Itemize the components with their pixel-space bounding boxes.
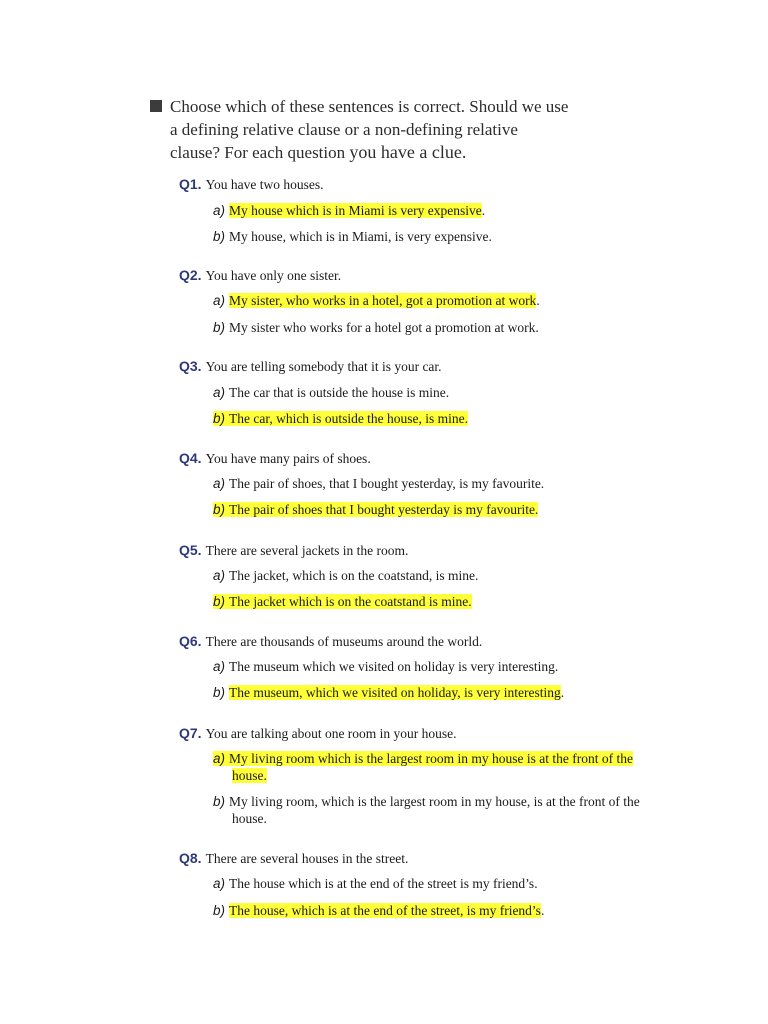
question-clue: There are several houses in the street. (205, 851, 409, 866)
option-a (213, 384, 663, 401)
option-a (213, 202, 663, 219)
question-header (179, 541, 408, 561)
option-b (213, 902, 663, 919)
option-letter: a) (213, 203, 226, 218)
question-header (179, 357, 442, 377)
option-tail: . (540, 903, 545, 918)
option-letter: b) (213, 794, 226, 809)
option-text: The car that is outside the house is mine. (229, 385, 450, 400)
instructions-line-1: Choose which of these sentences is correct. Should we use (170, 97, 569, 116)
option-b (213, 793, 663, 827)
question-header (179, 632, 482, 652)
question-header (179, 175, 323, 195)
option-text: The house which is at the end of the street is my friend’s. (229, 876, 538, 891)
option-text: The pair of shoes that I bought yesterday is my favourite. (229, 502, 539, 517)
option-b (213, 684, 663, 701)
option-a (213, 658, 663, 675)
option-letter: b) (213, 903, 226, 918)
option-tail: . (536, 293, 540, 308)
option-text: The jacket, which is on the coatstand, is mine. (229, 568, 479, 583)
question-number: Q8. (179, 850, 202, 866)
option-b (213, 501, 663, 518)
option-text: The museum, which we visited on holiday, is very interesting (229, 685, 561, 700)
instructions-line-3 (150, 141, 620, 165)
option-text: My sister who works for a hotel got a promotion at work. (229, 320, 539, 335)
option-text: My living room which is the largest room in my house is at the front of the (229, 751, 633, 766)
question-clue: There are several jackets in the room. (205, 543, 409, 558)
option-letter: a) (213, 476, 226, 491)
option-text: My living room, which is the largest room in my house, is at the front of the (229, 794, 640, 809)
question-clue: You have only one sister. (205, 268, 342, 283)
option-text: The pair of shoes, that I bought yesterday, is my favourite. (229, 476, 545, 491)
question-number: Q2. (179, 267, 202, 283)
option-letter: a) (213, 876, 226, 891)
option-letter: a) (213, 751, 226, 766)
option-tail: . (560, 685, 565, 700)
option-b (213, 410, 663, 427)
instructions-line-2: a defining relative clause or a non-defining relative (170, 119, 518, 139)
question-clue: There are thousands of museums around the world. (205, 634, 483, 649)
option-a (213, 875, 663, 892)
question-clue: You have many pairs of shoes. (205, 451, 371, 466)
option-letter: b) (213, 320, 226, 335)
instructions (150, 96, 620, 165)
option-text: My house, which is in Miami, is very expensive. (229, 229, 492, 244)
question-number: Q4. (179, 450, 202, 466)
option-text: The jacket which is on the coatstand is mine. (229, 594, 472, 609)
question-number: Q3. (179, 358, 202, 374)
option-letter: a) (213, 385, 226, 400)
option-text: The house, which is at the end of the street, is my friend’s (229, 903, 541, 918)
option-b (213, 593, 663, 610)
option-a (213, 567, 663, 584)
option-text: The museum which we visited on holiday is very interesting. (229, 659, 559, 674)
square-bullet-icon (150, 100, 162, 112)
question-header (179, 724, 457, 744)
option-b (213, 319, 663, 336)
option-text-continued: house. (232, 811, 267, 826)
question-number: Q6. (179, 633, 202, 649)
question-header (179, 266, 341, 286)
option-letter: a) (213, 568, 226, 583)
option-letter: b) (213, 411, 226, 426)
option-a (213, 475, 663, 492)
option-letter: b) (213, 229, 226, 244)
option-letter: b) (213, 685, 226, 700)
option-text: My sister, who works in a hotel, got a promotion at work (229, 293, 537, 308)
instructions-line-3-start: clause? For each question (170, 143, 350, 162)
question-number: Q7. (179, 725, 202, 741)
option-text-continued: house. (232, 768, 267, 783)
option-text: My house which is in Miami is very expensive (229, 203, 482, 218)
question-clue: You have two houses. (205, 177, 324, 192)
instructions-line-3-end: you have a clue. (349, 142, 467, 162)
option-letter: a) (213, 659, 226, 674)
question-number: Q5. (179, 542, 202, 558)
option-letter: b) (213, 502, 226, 517)
option-letter: b) (213, 594, 226, 609)
question-header (179, 449, 371, 469)
option-text: The car, which is outside the house, is mine. (229, 411, 469, 426)
option-a (213, 292, 663, 309)
option-a (213, 750, 663, 784)
question-header (179, 849, 408, 869)
option-b (213, 228, 663, 245)
question-clue: You are telling somebody that it is your car. (205, 359, 442, 374)
option-tail: . (481, 203, 486, 218)
question-clue: You are talking about one room in your house. (205, 726, 457, 741)
question-number: Q1. (179, 176, 202, 192)
option-letter: a) (213, 293, 226, 308)
